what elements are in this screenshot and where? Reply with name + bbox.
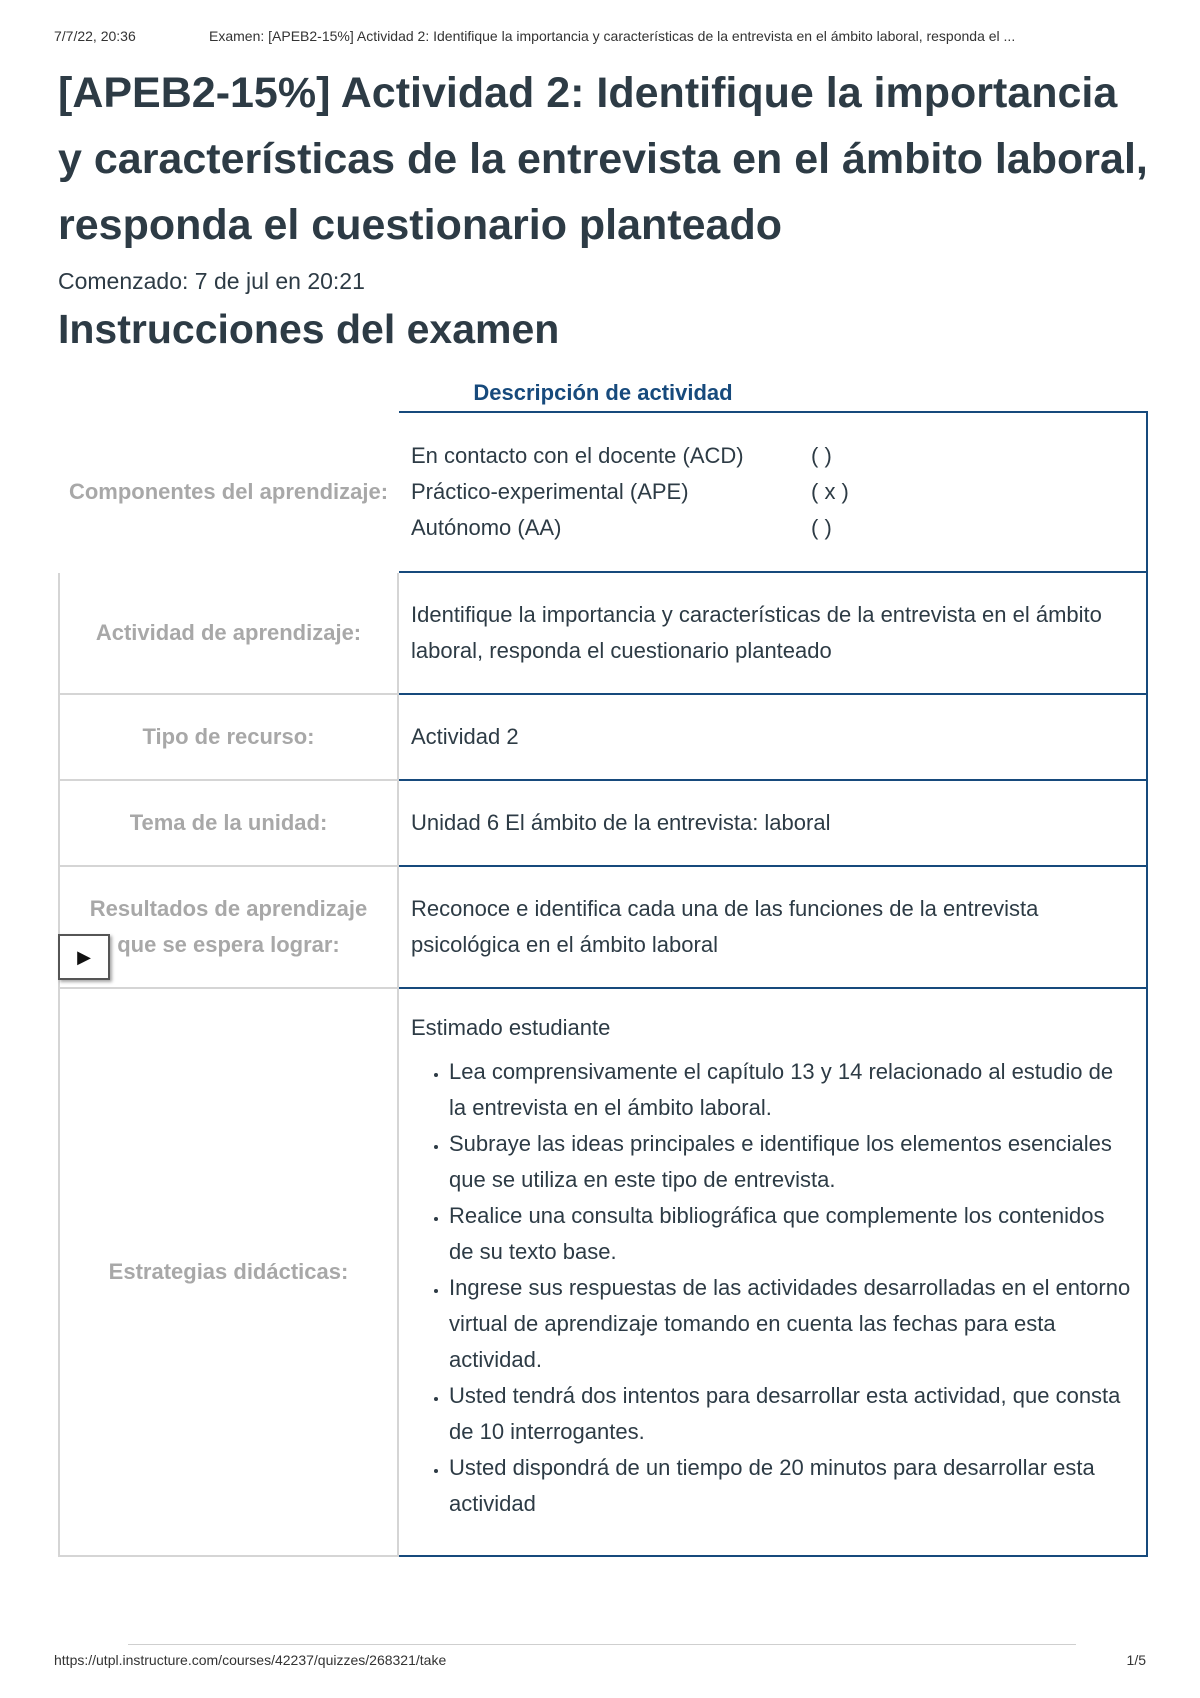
table-row-strategies — [59, 988, 1147, 1556]
component-name: Práctico-experimental (APE) — [411, 479, 689, 504]
list-item: • Ingrese sus respuestas de las actividades desarrolladas en el entorno virtual de aprendizaje tomando en cuenta las fechas para esta actividad. — [449, 1270, 1134, 1378]
list-item: • Usted dispondrá de un tiempo de 20 minutos para desarrollar esta actividad — [449, 1450, 1134, 1522]
table-row-resource-type — [59, 694, 1147, 780]
table-row-activity — [59, 572, 1147, 694]
strategies-list — [411, 1054, 1134, 1522]
component-mark: ( ) — [811, 515, 832, 540]
table-row-expected-results — [59, 866, 1147, 988]
component-item — [411, 510, 1134, 546]
footer-divider — [128, 1644, 1076, 1645]
media-play-button[interactable] — [58, 934, 110, 980]
resource-type-label: Tipo de recurso: — [59, 694, 398, 780]
component-item — [411, 438, 1134, 474]
strategies-greeting: Estimado estudiante — [411, 1015, 611, 1040]
resource-type-value: Actividad 2 — [398, 694, 1147, 780]
strategies-value — [398, 988, 1147, 1556]
list-item: • Realice una consulta bibliográfica que complemente los contenidos de su texto base. — [449, 1198, 1134, 1270]
components-label: Componentes del aprendizaje: — [68, 479, 389, 504]
print-footer — [54, 1652, 1146, 1668]
expected-results-label-line2: que se espera lograr: — [117, 932, 340, 957]
expected-results-value: Reconoce e identifica cada una de las funciones de la entrevista psicológica en el ámbito laboral — [398, 866, 1147, 988]
expected-results-label-line1: Resultados de aprendizaje — [89, 896, 368, 921]
component-name: Autónomo (AA) — [411, 515, 562, 540]
component-item — [411, 474, 1134, 510]
unit-topic-value: Unidad 6 El ámbito de la entrevista: laboral — [398, 780, 1147, 866]
activity-description-table — [58, 411, 1148, 1557]
unit-topic-label: Tema de la unidad: — [59, 780, 398, 866]
quiz-title: [APEB2-15%] Actividad 2: Identifique la importancia y características de la entrevista en el ámbito laboral, responda el cuestionario planteado — [58, 69, 1148, 249]
component-mark: ( x ) — [811, 479, 849, 504]
print-url: https://utpl.instructure.com/courses/42237/quizzes/268321/take — [54, 1652, 447, 1668]
print-header — [54, 28, 1146, 44]
components-value — [398, 412, 1147, 572]
table-row-unit-topic — [59, 780, 1147, 866]
list-item: • Subraye las ideas principales e identifique los elementos esenciales que se utiliza en este tipo de entrevista. — [449, 1126, 1134, 1198]
list-item: • Lea comprensivamente el capítulo 13 y 14 relacionado al estudio de la entrevista en el ámbito laboral. — [449, 1054, 1134, 1126]
play-icon: ▶ — [77, 946, 91, 967]
activity-value: Identifique la importancia y características de la entrevista en el ámbito laboral, responda el cuestionario planteado — [398, 572, 1147, 694]
quiz-started-time: Comenzado: 7 de jul en 20:21 — [58, 268, 365, 294]
print-page-number: 1/5 — [1126, 1652, 1146, 1668]
table-row-components — [59, 412, 1147, 572]
instructions-heading: Instrucciones del examen — [58, 306, 560, 352]
activity-label: Actividad de aprendizaje: — [59, 572, 398, 694]
component-name: En contacto con el docente (ACD) — [411, 443, 744, 468]
table-caption: Descripción de actividad — [473, 380, 733, 405]
strategies-label: Estrategias didácticas: — [59, 988, 398, 1556]
print-document-title: Examen: [APEB2-15%] Actividad 2: Identifique la importancia y características de la entrevista en el ámbito laboral, responda el ... — [209, 28, 1016, 44]
component-mark: ( ) — [811, 443, 832, 468]
print-datetime: 7/7/22, 20:36 — [54, 28, 136, 44]
list-item: • Usted tendrá dos intentos para desarrollar esta actividad, que consta de 10 interrogantes. — [449, 1378, 1134, 1450]
